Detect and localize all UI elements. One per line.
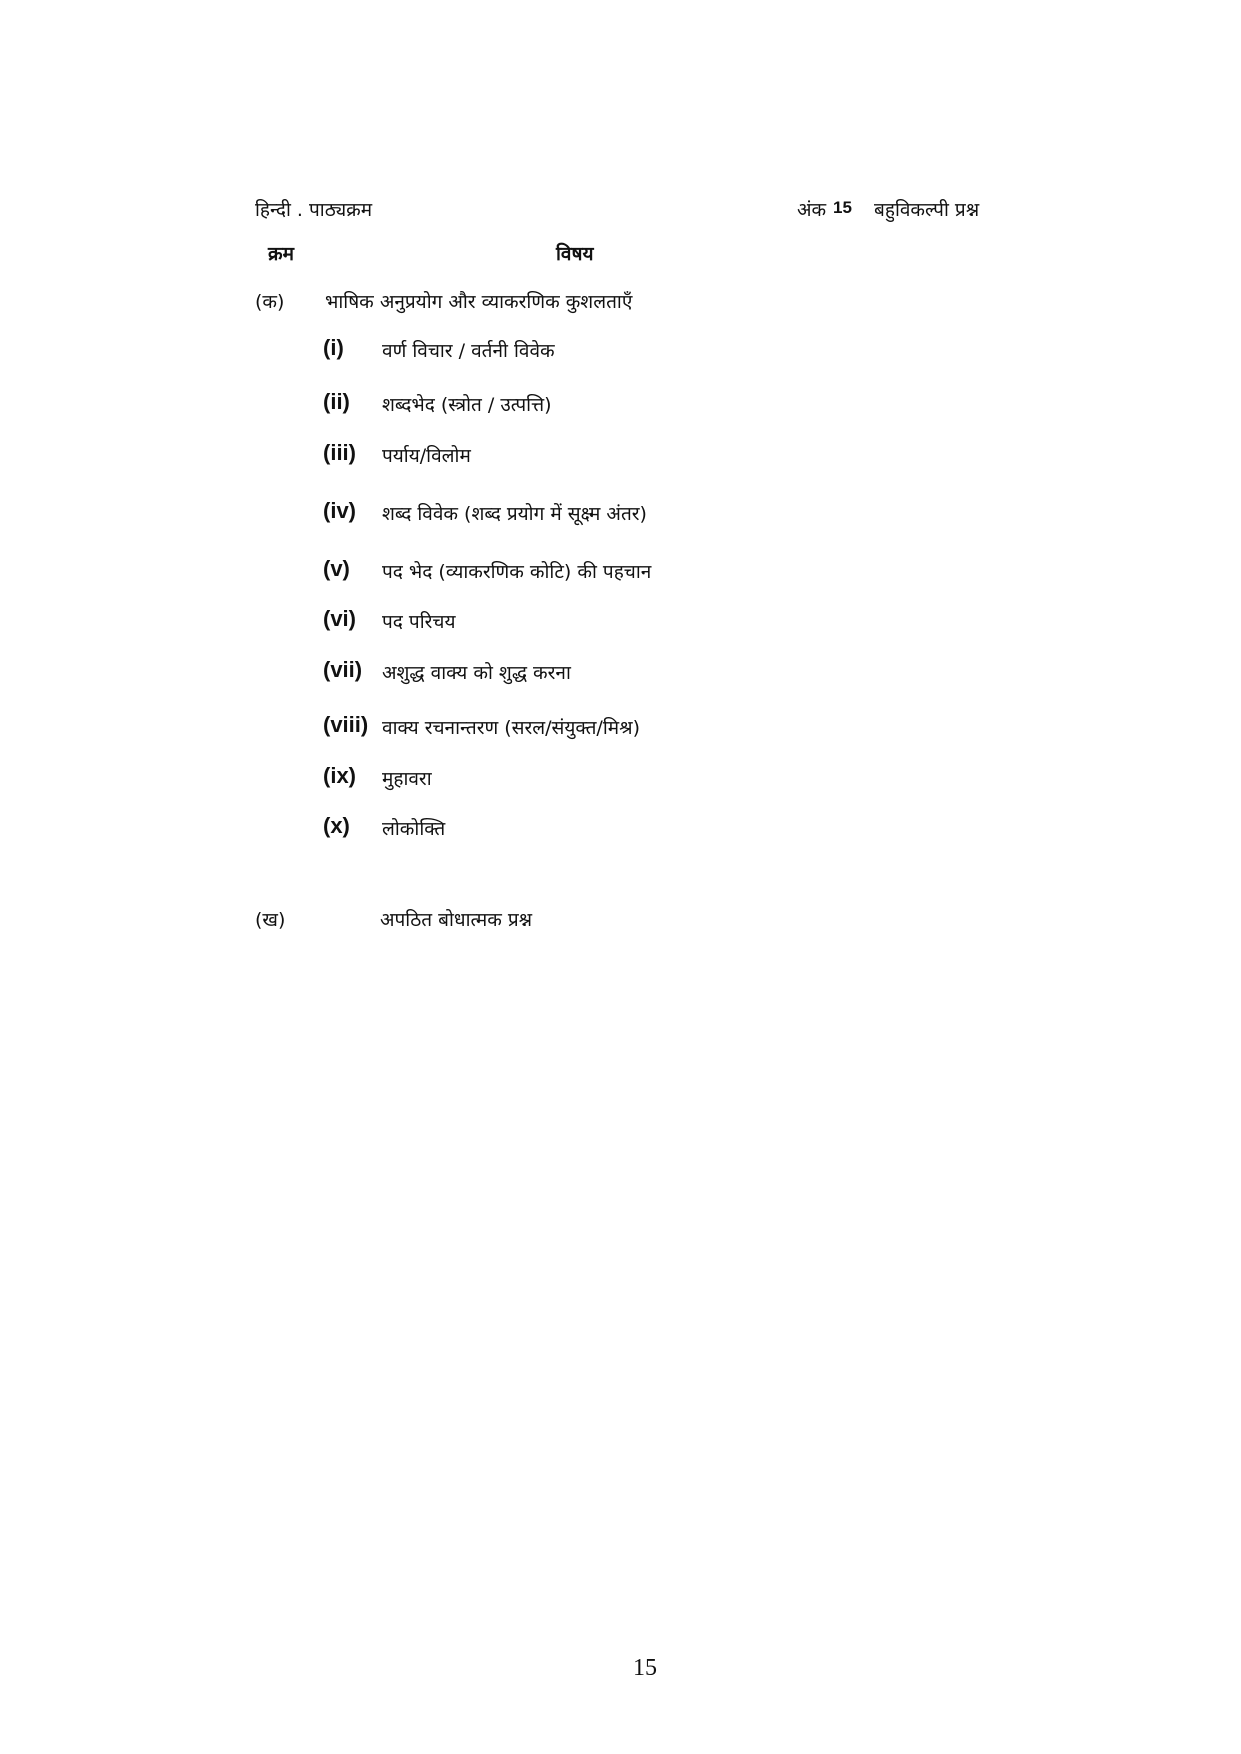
list-item-text: पर्याय/विलोम — [382, 445, 471, 467]
section-a-title: भाषिक अनुप्रयोग और व्याकरणिक कुशलताएँ — [325, 291, 633, 313]
list-item-text: वर्ण विचार / वर्तनी विवेक — [382, 340, 555, 362]
marks-label: अंक — [797, 199, 827, 221]
list-item-number: (vii) — [323, 657, 363, 682]
list-item-number: (ix) — [323, 763, 356, 788]
list-item-number: (i) — [323, 335, 344, 360]
list-item-number: (ii) — [323, 389, 350, 414]
list-item-number: (vi) — [323, 606, 356, 631]
list-item-text: शब्द विवेक (शब्द प्रयोग में सूक्ष्म अंतर) — [382, 503, 647, 525]
column-serial-header: क्रम — [268, 243, 294, 265]
list-item-text: लोकोक्ति — [382, 818, 446, 840]
list-item-text: वाक्य रचनान्तरण (सरल/संयुक्त/मिश्र) — [382, 717, 640, 739]
list-item-number: (v) — [323, 556, 350, 581]
list-item-number: (x) — [323, 813, 350, 838]
list-item-text: मुहावरा — [382, 768, 432, 790]
list-item-number: (viii) — [323, 712, 369, 737]
section-a-label: (क) — [255, 291, 285, 313]
section-b-title: अपठित बोधात्मक प्रश्न — [380, 909, 533, 931]
section-b-label: (ख) — [255, 909, 286, 931]
list-item-text: पद परिचय — [382, 611, 456, 633]
column-subject-header: विषय — [556, 243, 594, 265]
syllabus-title: हिन्दी . पाठ्यक्रम — [255, 199, 373, 221]
marks-value: 15 — [833, 198, 852, 217]
list-item-text: अशुद्ध वाक्य को शुद्ध करना — [382, 662, 571, 684]
list-item-text: पद भेद (व्याकरणिक कोटि) की पहचान — [382, 561, 652, 583]
list-item-text: शब्दभेद (स्त्रोत / उत्पत्ति) — [382, 394, 552, 416]
question-type: बहुविकल्पी प्रश्न — [874, 199, 980, 221]
list-item-number: (iii) — [323, 440, 356, 465]
list-item-number: (iv) — [323, 498, 356, 523]
page-number: 15 — [633, 1655, 657, 1681]
